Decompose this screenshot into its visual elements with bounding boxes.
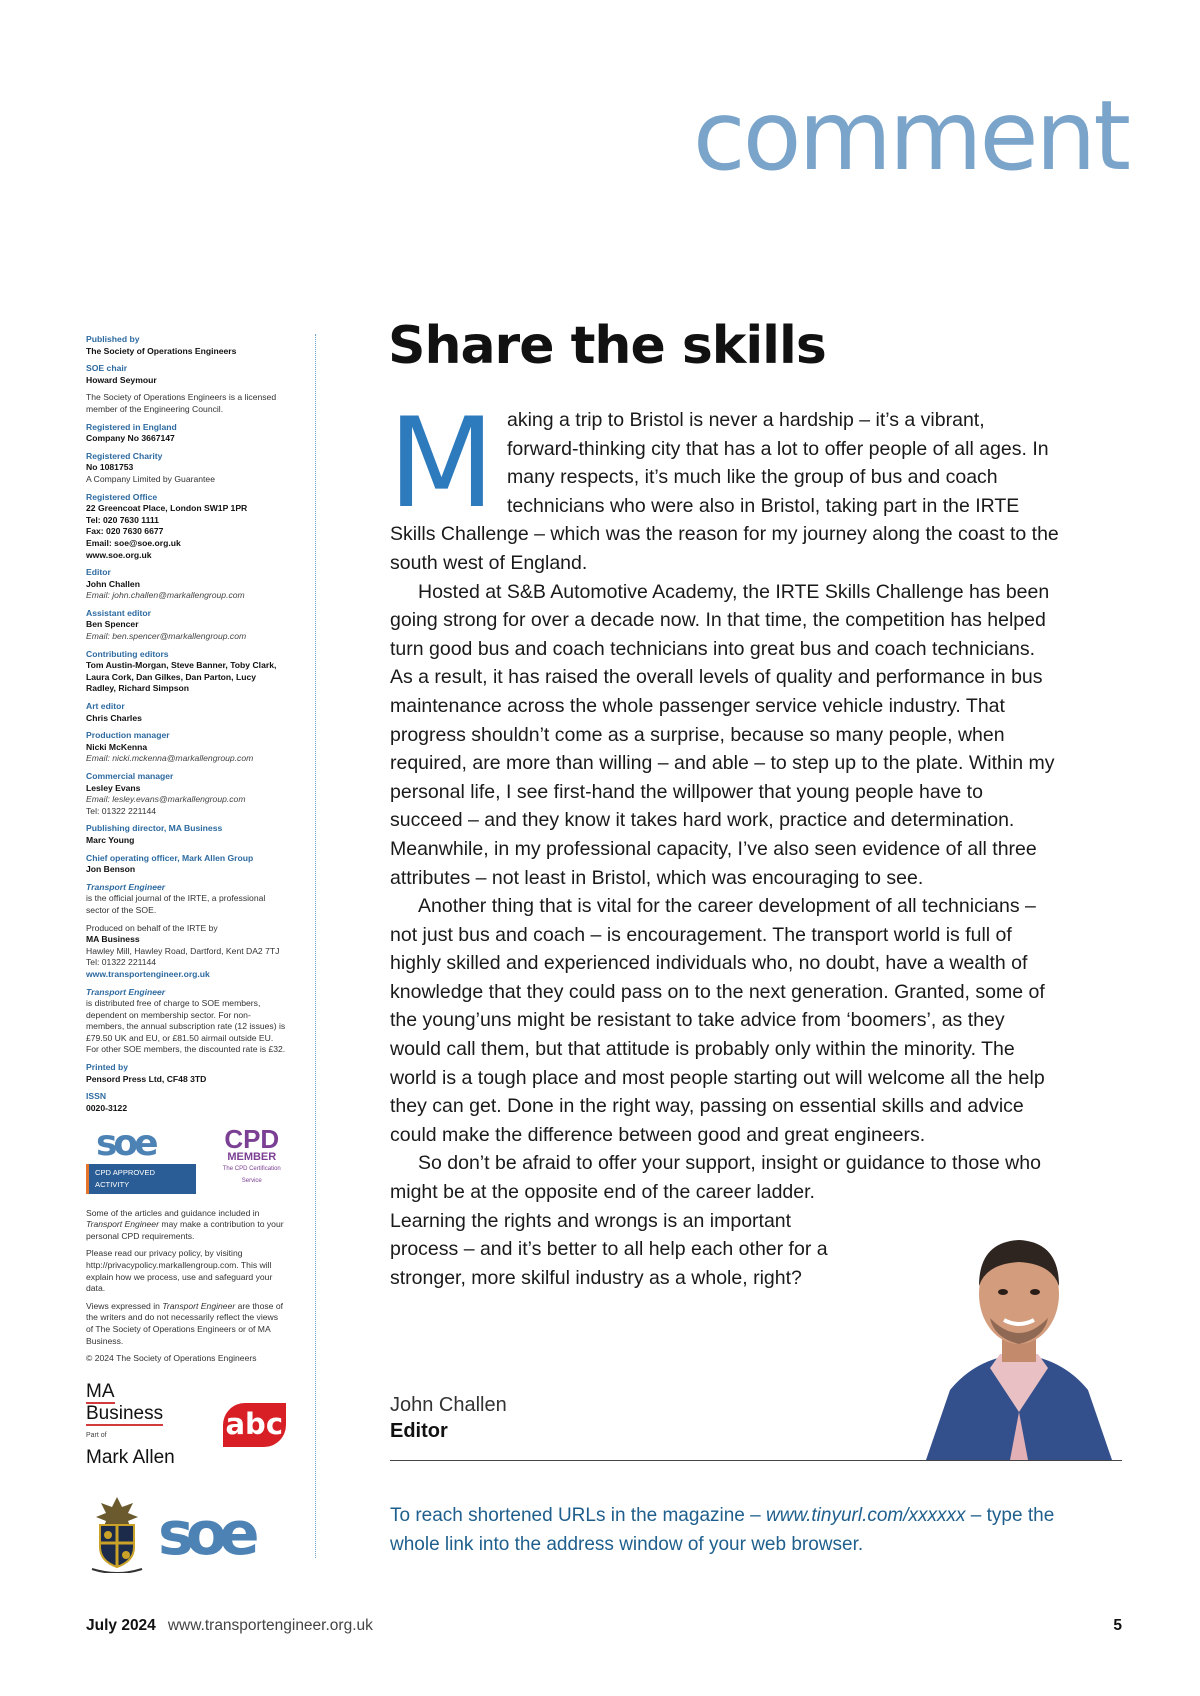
soe-chair: [86, 363, 286, 386]
office-address: 22 Greencoat Place, London SW1P 1PR: [86, 503, 248, 514]
section-title: comment: [692, 80, 1128, 192]
paragraph-1-text: aking a trip to Bristol is never a hardship – it’s a vibrant, forward-thinking city that has a lot to offer people of all ages. In many respects, it’s much like the group of bus and coach technicians who were also in Bristol, taking part in the IRTE Skills Challenge – which was the reason for my journey along the coast to the south west of England.: [390, 409, 1059, 574]
masthead-sidebar: [86, 334, 286, 1573]
asst-label: Assistant editor: [86, 607, 151, 618]
art-editor-block: [86, 701, 286, 724]
coo-block: [86, 853, 286, 876]
charity-label: Registered Charity: [86, 450, 163, 461]
page-footer: [86, 1617, 1122, 1635]
contrib-names: Tom Austin-Morgan, Steve Banner, Toby Clark, Laura Cork, Dan Gilkes, Dan Parton, Lucy Radley, Richard Simpson: [86, 660, 277, 694]
drop-cap: M: [388, 392, 495, 536]
article-paragraph-5: Learning the rights and wrongs is an important process – and it’s better to all help each other for a stronger, more skilful industry as a whole, right?: [390, 1209, 828, 1289]
contributing-editors-block: [86, 649, 286, 695]
published-by: [86, 334, 286, 357]
abc-logo: abc: [223, 1403, 286, 1447]
licensed-note-block: [86, 392, 286, 415]
cpd-logos: [86, 1123, 286, 1193]
ma-name: MA Business: [86, 934, 140, 945]
publishing-director-block: [86, 823, 286, 846]
prod-label: Production manager: [86, 730, 170, 741]
editor-name: John Challen: [86, 578, 140, 589]
prod-name: Nicki McKenna: [86, 741, 148, 752]
page-number: 5: [1113, 1617, 1122, 1634]
views-italic: Transport Engineer: [162, 1300, 236, 1311]
url-note-after: – type the whole link into the address window of your web browser.: [390, 1505, 1055, 1555]
comm-email: Email: lesley.evans@markallengroup.com: [86, 794, 246, 805]
editor-email: Email: john.challen@markallengroup.com: [86, 590, 245, 601]
column-divider: [315, 334, 316, 1558]
printed-value: Pensord Press Ltd, CF48 3TD: [86, 1073, 207, 1084]
registered-england: [86, 422, 286, 445]
assistant-editor-block: [86, 608, 286, 643]
editor-photo: [916, 1208, 1122, 1460]
copyright: © 2024 The Society of Operations Engineers: [86, 1353, 257, 1364]
crest-logos: [86, 1495, 286, 1573]
comm-label: Commercial manager: [86, 771, 174, 781]
published-label: Published by: [86, 334, 140, 344]
printed-label: Printed by: [86, 1062, 129, 1073]
signature-role: Editor: [390, 1420, 448, 1442]
ma-web: www.transportengineer.org.uk: [86, 968, 210, 979]
comm-tel: Tel: 01322 221144: [86, 805, 157, 816]
signature-rule: [390, 1460, 1122, 1461]
coo-name: Jon Benson: [86, 864, 136, 875]
soe-cpd-logo: [86, 1123, 196, 1193]
commercial-manager-block: [86, 771, 286, 817]
te2-label: Transport Engineer: [86, 986, 166, 997]
issn-value: 0020-3122: [86, 1102, 128, 1113]
reg-england-value: Company No 3667147: [86, 433, 175, 444]
article-paragraph-2: Hosted at S&B Automotive Academy, the IRTE Skills Challenge has been going strong for over a decade now. In that time, the competition has helped turn good bus and coach technicians into great bus and coach technicians. As a result, it has raised the overall levels of quality and performance in bus maintenance across the whole passenger service vehicle industry. That progress shouldn’t come as a surprise, because so many people, when required, are more than willing – and able – to step up to the plate. Within my personal life, I see first-hand the willpower that young people have to succeed – and they know it takes hard work, practice and determination. Meanwhile, in my professional capacity, I’ve also seen evidence of all three attributes – not least in Bristol, which was encouraging to see.: [390, 580, 1055, 889]
office-email: Email: soe@soe.org.uk: [86, 537, 181, 548]
ma-business-logo: [86, 1381, 189, 1469]
soe-small-wordmark: soe: [96, 1123, 155, 1165]
office-label: Registered Office: [86, 491, 158, 502]
ma-address: Hawley Mill, Hawley Road, Dartford, Kent DA2 7TJ: [86, 945, 280, 956]
asst-name: Ben Spencer: [86, 619, 139, 630]
cpd-note-before: Some of the articles and guidance included in: [86, 1207, 260, 1218]
privacy-note: Please read our privacy policy, by visiting http://privacypolicy.markallengroup.com. This will explain how we process, use and safeguard your data.: [86, 1248, 273, 1294]
footer-url: www.transportengineer.org.uk: [167, 1617, 373, 1634]
editor-portrait-icon: [916, 1208, 1122, 1460]
issn-block: [86, 1091, 286, 1114]
cpd-note-after: may make a contribution to your personal CPD requirements.: [86, 1219, 284, 1241]
coat-of-arms-icon: [86, 1495, 148, 1573]
coo-label: Chief operating officer, Mark Allen Group: [86, 852, 254, 863]
mark-allen-text: Mark Allen: [86, 1446, 175, 1468]
signature: [390, 1392, 507, 1444]
issn-label: ISSN: [86, 1091, 107, 1102]
article-paragraph-1: [388, 392, 1060, 578]
chair-label: SOE chair: [86, 363, 128, 374]
editor-label: Editor: [86, 567, 111, 578]
te-desc: is the official journal of the IRTE, a professional sector of the SOE.: [86, 893, 266, 915]
cpd-note: [86, 1208, 286, 1243]
charity-value: No 1081753: [86, 462, 134, 473]
url-note: [390, 1502, 1090, 1559]
contrib-label: Contributing editors: [86, 648, 169, 659]
cpd-member-word: MEMBER: [227, 1151, 277, 1164]
ma-business-text: MA Business: [86, 1380, 164, 1424]
views-note: [86, 1301, 286, 1347]
licensed-note: The Society of Operations Engineers is a licensed member of the Engineering Council.: [86, 392, 277, 414]
url-note-url: www.tinyurl.com/xxxxxx: [766, 1505, 966, 1526]
printed-by-block: [86, 1062, 286, 1085]
views-before: Views expressed in: [86, 1300, 163, 1311]
part-of-text: Part of: [86, 1431, 107, 1439]
charity-note: A Company Limited by Guarantee: [86, 473, 215, 484]
ma-business-wordmark: [86, 1381, 189, 1425]
art-label: Art editor: [86, 701, 125, 712]
te2-desc: is distributed free of charge to SOE members, dependent on membership sector. For non-members, the annual subscription rate (12 issues) is £79.50 UK and EU, or £81.50 airmail outside EU. For other SOE members, the discounted rate is £32.: [86, 998, 286, 1055]
cpd-note-italic: Transport Engineer: [86, 1219, 159, 1230]
article-paragraph-3: Another thing that is vital for the career development of all technicians – not just bus and coach – is encouragement. The transport world is full of highly skilled and experienced individuals who, no doubt, have a wealth of knowledge that they could pass on to the next generation. Granted, some of the young’uns might be resistant to take advice from ‘boomers’, as they would call them, but that attitude is probably only within the minority. The world is a tough place and most people starting out will welcome all the help they can get. Done in the right way, passing on essential skills and advice could make the difference between good and great engineers.: [390, 895, 1045, 1146]
office-fax: Fax: 020 7630 6677: [86, 526, 164, 537]
published-value: The Society of Operations Engineers: [86, 345, 237, 356]
cpd-word: CPD: [224, 1124, 280, 1155]
chair-value: Howard Seymour: [86, 374, 157, 385]
article-body: [388, 392, 1060, 1292]
cpd-service-word: The CPD Certification Service: [222, 1166, 281, 1184]
production-manager-block: [86, 730, 286, 765]
journal-block: [86, 882, 286, 917]
pubdir-name: Marc Young: [86, 834, 135, 845]
pubdir-label: Publishing director, MA Business: [86, 823, 223, 834]
views-after: are those of the writers and do not necessarily reflect the views of The Society of Operations Engineers or of MA Business.: [86, 1300, 283, 1346]
registered-charity: [86, 451, 286, 486]
art-name: Chris Charles: [86, 712, 142, 723]
distribution-block: [86, 987, 286, 1057]
ma-tel: Tel: 01322 221144: [86, 957, 157, 968]
asst-email: Email: ben.spencer@markallengroup.com: [86, 631, 247, 642]
produced-note: Produced on behalf of the IRTE by: [86, 922, 218, 933]
reg-england-label: Registered in England: [86, 421, 177, 432]
signature-name: John Challen: [390, 1394, 507, 1416]
editor-block: [86, 567, 286, 602]
office-tel: Tel: 020 7630 1111: [86, 514, 159, 525]
url-note-before: To reach shortened URLs in the magazine –: [390, 1505, 766, 1526]
publisher-logos: [86, 1381, 286, 1469]
produced-by-block: [86, 923, 286, 981]
office-web: www.soe.org.uk: [86, 549, 152, 560]
prod-email: Email: nicki.mckenna@markallengroup.com: [86, 753, 254, 764]
article-paragraph-4: So don’t be afraid to offer your support, insight or guidance to those who might be at the opposite end of the career ladder.: [390, 1152, 1041, 1204]
comm-name: Lesley Evans: [86, 782, 141, 793]
registered-office: [86, 492, 286, 562]
headline: Share the skills: [388, 316, 826, 376]
te-label: Transport Engineer: [86, 881, 166, 892]
cpd-member-logo: [218, 1126, 286, 1187]
footer-date: July 2024: [86, 1617, 156, 1634]
cpd-approved-strip: CPD APPROVED ACTIVITY: [86, 1164, 196, 1193]
soe-large-wordmark: soe: [158, 1498, 252, 1569]
